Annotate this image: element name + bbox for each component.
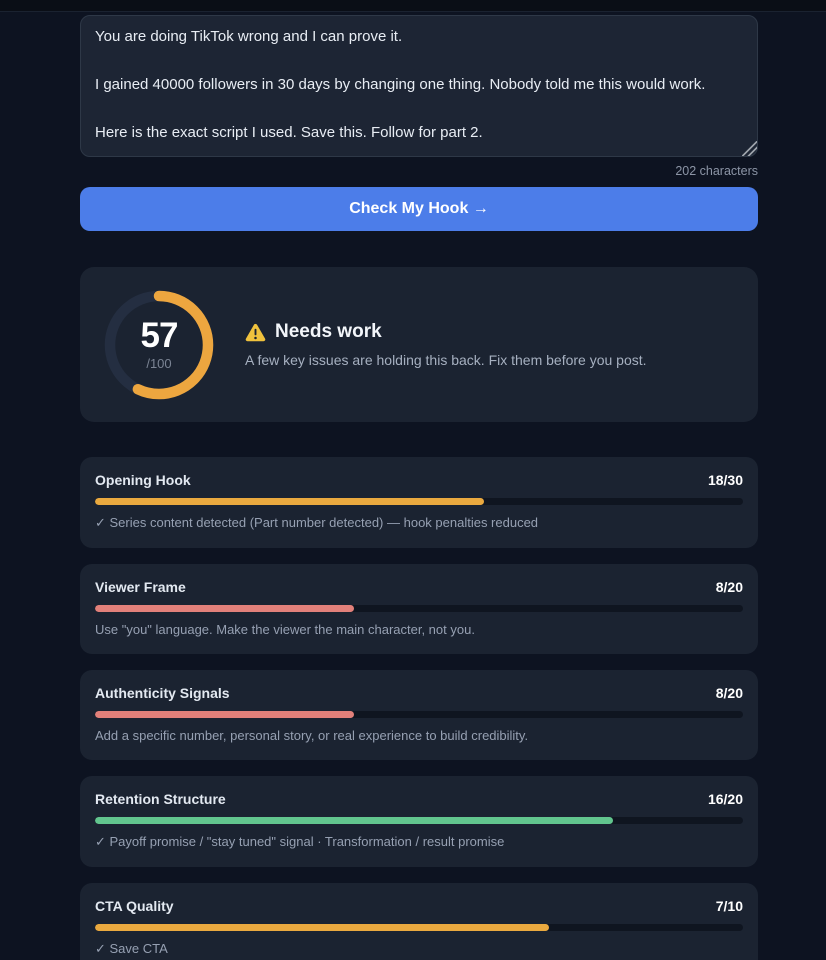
category-label: Authenticity Signals — [95, 685, 230, 701]
category-progress-fill — [95, 711, 354, 718]
category-progress-track — [95, 924, 743, 931]
category-progress-fill — [95, 605, 354, 612]
verdict-title: Needs work — [275, 321, 382, 342]
category-score: 8/20 — [715, 579, 743, 595]
category-label: CTA Quality — [95, 898, 174, 914]
hook-checker-panel — [80, 12, 758, 960]
category-card — [80, 670, 758, 760]
category-progress-track — [95, 817, 743, 824]
category-card — [80, 883, 758, 960]
category-score: 7/10 — [715, 898, 743, 914]
category-progress-fill — [95, 817, 613, 824]
score-summary-card — [80, 267, 758, 422]
category-note: Add a specific number, personal story, or real experience to build credibility. — [95, 728, 529, 743]
score-ring — [104, 290, 214, 400]
score-ring-center — [104, 290, 214, 400]
category-score: 16/20 — [707, 791, 743, 807]
category-progress-fill — [95, 498, 484, 505]
script-input[interactable] — [80, 15, 758, 157]
category-label: Retention Structure — [95, 791, 226, 807]
category-card — [80, 776, 758, 867]
category-card — [80, 564, 758, 654]
category-note: Use "you" language. Make the viewer the main character, not you. — [95, 622, 475, 637]
score-max: /100 — [146, 356, 172, 371]
category-score-list — [80, 457, 758, 960]
category-score: 8/20 — [715, 685, 743, 701]
check-my-hook-button[interactable]: Check My Hook → — [80, 187, 758, 231]
warning-triangle-icon — [245, 323, 266, 342]
category-label: Opening Hook — [95, 472, 191, 488]
score-details — [245, 321, 647, 368]
category-progress-track — [95, 605, 743, 612]
window-top-strip — [0, 0, 826, 12]
category-note: ✓ Series content detected (Part number detected) — hook penalties reduced — [95, 515, 539, 530]
score-value: 57 — [140, 316, 178, 355]
category-note: ✓ Save CTA — [95, 941, 168, 956]
verdict-description: A few key issues are holding this back. Fix them before you post. — [245, 352, 647, 368]
category-progress-fill — [95, 924, 549, 931]
category-progress-track — [95, 498, 743, 505]
category-note: ✓ Payoff promise / "stay tuned" signal · Transformation / result promise — [95, 834, 505, 849]
character-count: 202 characters — [675, 164, 758, 178]
category-label: Viewer Frame — [95, 579, 186, 595]
category-score: 18/30 — [707, 472, 743, 488]
category-card — [80, 457, 758, 548]
category-progress-track — [95, 711, 743, 718]
